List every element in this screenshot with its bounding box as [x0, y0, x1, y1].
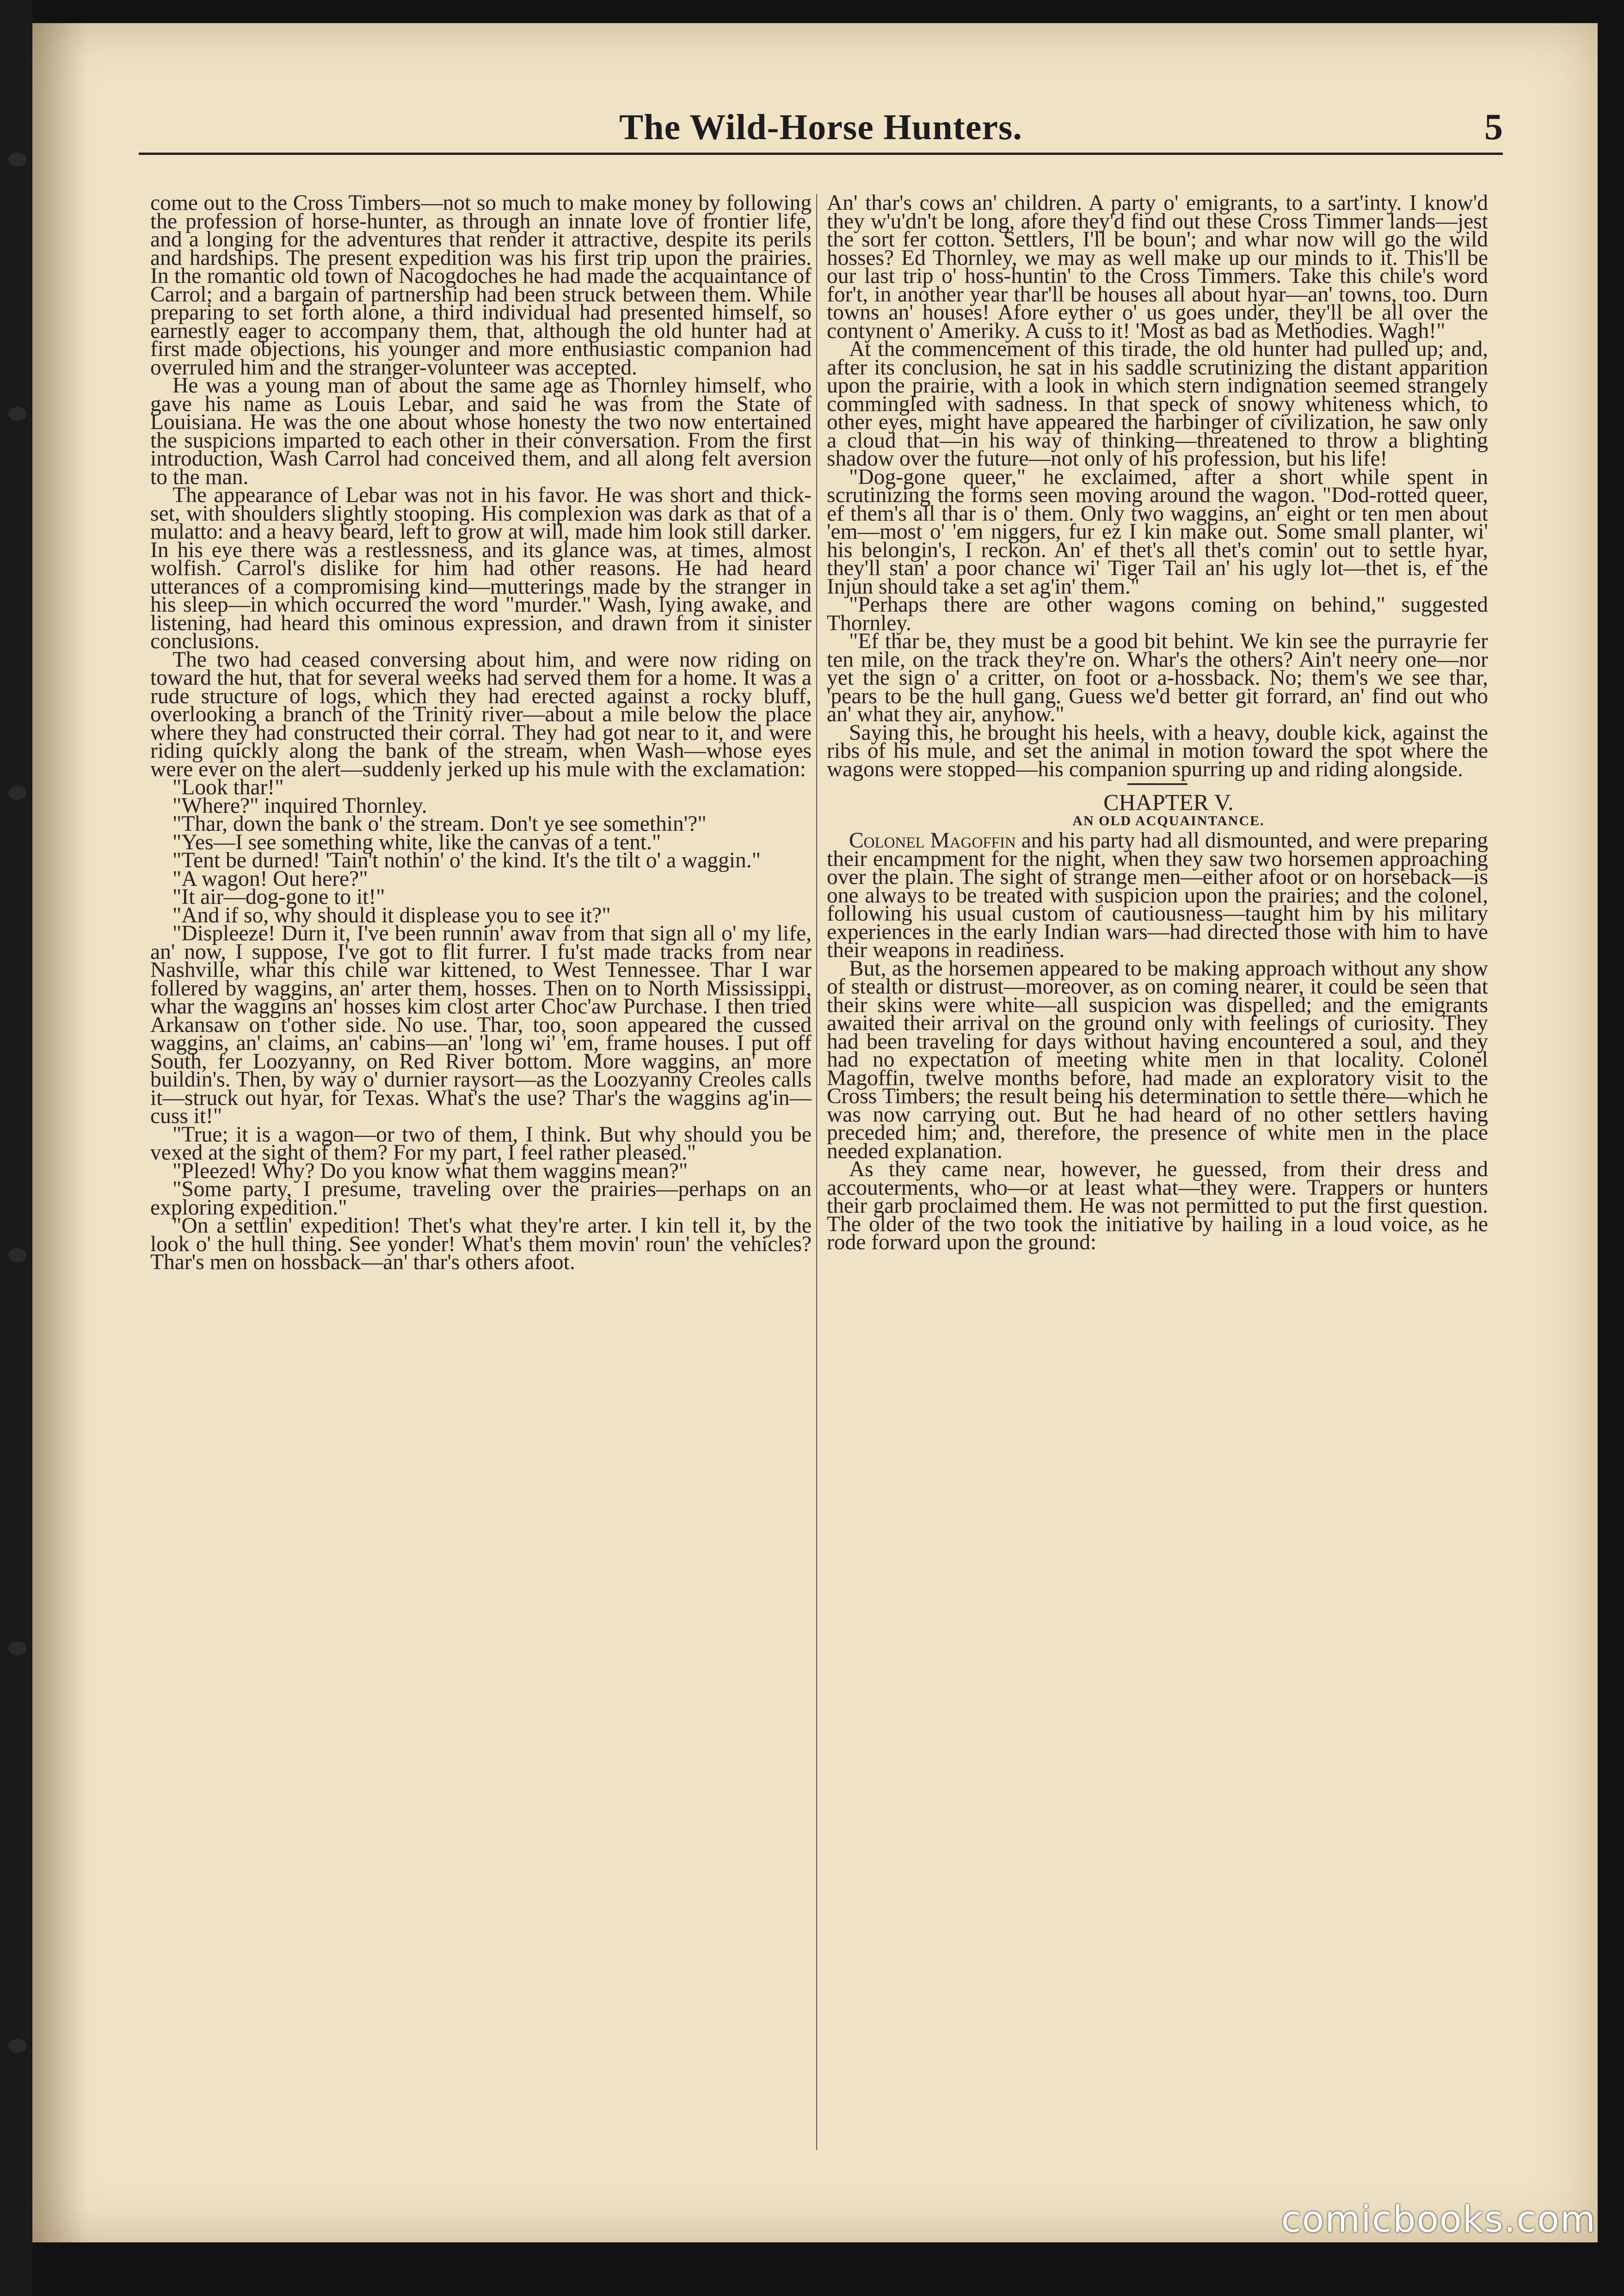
paragraph: As they came near, however, he guessed, from their dress and accouterments, who—or at least what—they were. Trappers or hunters their garb proclaimed them. He was not permitted to put the first question. The older of the two took the initiative by hailing in a loud voice, as he rode forward upon the ground:	[827, 1157, 1488, 1254]
binding-hole	[8, 153, 27, 166]
page-number: 5	[1484, 107, 1503, 147]
paragraph: "Perhaps there are other wagons coming on behind," suggested Thornley.	[827, 593, 1488, 635]
column-divider	[816, 194, 817, 2150]
right-column	[827, 191, 1488, 1254]
paragraph: The two had ceased conversing about him, and were now riding on toward the hut, that for several weeks had served them for a home. It was a rude structure of logs, which they had erected against a rocky bluff, overlooking a branch of the Trinity river—about a mile below the place where they had constructed their corral. They had got near to it, and were riding quickly along the bank of the stream, when Wash—whose eyes were ever on the alert—suddenly jerked up his mule with the exclamation:	[150, 647, 812, 781]
binding-hole	[8, 2039, 27, 2053]
chapter-lead-in: Colonel Magoffin	[849, 829, 1016, 853]
paragraph: "Ef thar be, they must be a good bit behint. We kin see the purrayrie fer ten mile, on the track they're on. Whar's the others? Ain't neery one—nor yet the sign o' a critter, on foot or a-hossback. No; them's we see thar, 'pears to be the hull gang. Guess we'd better git forrard, an' find out who an' what they air, anyhow."	[827, 629, 1488, 726]
chapter-title: CHAPTER V.	[1103, 789, 1234, 815]
dialogue-line: "Some party, I presume, traveling over the prairies—perhaps on an exploring expedition."	[150, 1177, 812, 1220]
binding-hole	[8, 407, 27, 421]
dialogue-line: "Where?" inquired Thornley.	[172, 793, 427, 818]
binding-hole	[8, 786, 27, 800]
chapter-subtitle: AN OLD ACQUAINTANCE.	[1072, 813, 1265, 829]
dialogue-line: "It air—dog-gone to it!"	[172, 885, 385, 909]
paragraph: An' thar's cows an' children. A party o' emigrants, to a sart'inty. I know'd they w'u'dn't be long, afore they'd find out these Cross Timmer lands—jest the sort fer cotton. Settlers, I'll be boun'; and whar now will go the wild hosses? Ed Thornley, we may as well make up our minds to it. This'll be our last trip o' hoss-huntin' to the Cross Timmers. Take this chile's word for't, in another year thar'll be houses all about hyar—an' towns, too. Durn towns an' houses! Afore eyther o' us goes under, they'll be all over the contynent o' Ameriky. A cuss to it! 'Most as bad as Methodies. Wagh!"	[827, 191, 1488, 343]
dialogue-line: "Tent be durned! 'Tain't nothin' o' the kind. It's the tilt o' a waggin."	[172, 848, 761, 872]
left-column	[150, 191, 812, 1274]
dialogue-line: "Pleezed! Why? Do you know what them waggins mean?"	[172, 1159, 688, 1183]
paragraph: come out to the Cross Timbers—not so much to make money by following the profession of horse-hunter, as through an innate love of frontier life, and a longing for the adventures that render it attractive, despite its perils and hardships. The present expedition was his first trip upon the prairies. In the romantic old town of Nacogdoches he had made the acquaintance of Carrol; and a bargain of partnership had been struck between them. While preparing to set forth alone, a third individual had presented himself, so earnestly eager to accompany them, that, although the old hunter had at first made objections, his younger and more enthusiastic companion had overruled him and the stranger-volunteer was accepted.	[150, 191, 812, 380]
dialogue-line: "Look thar!"	[172, 775, 284, 799]
dialogue-line: "A wagon! Out here?"	[172, 866, 368, 891]
dialogue-line: "Yes—I see something white, like the canvas of a tent."	[172, 830, 661, 854]
paragraph: Saying this, he brought his heels, with a heavy, double kick, against the ribs of his mule, and set the animal in motion toward the spot where the wagons were stopped—his companion spurring up and riding alongside.	[827, 720, 1488, 781]
page-title: The Wild-Horse Hunters.	[619, 107, 1022, 147]
dialogue-line: "True; it is a wagon—or two of them, I think. But why should you be vexed at the sight of them? For my part, I feel rather pleased."	[150, 1122, 812, 1165]
binding-hole	[8, 1248, 27, 1262]
gutter-shadow	[32, 23, 88, 2242]
dialogue-line: "On a settlin' expedition! Thet's what they're arter. I kin tell it, by the look o' the hull thing. See yonder! What's them movin' roun' the vehicles? Thar's men on hossback—an' thar's others afoot.	[150, 1214, 812, 1274]
chapter-first-paragraph	[827, 829, 1488, 962]
dialogue-line: "Displeeze! Durn it, I've been runnin' awav from that sign all o' my life, an' now, I suppose, I've got to flit furrer. I fu'st made tracks from near Nashville, whar this chile war kittened, to West Tennessee. Thar I war follered by waggins, an' arter them, hosses. Then on to North Mississippi, whar the waggins an' hosses kim clost arter Choc'aw Purchase. I then tried Arkansaw on t'other side. No use. Thar, too, soon appeared the cussed waggins, an' claims, an' cabins—an' 'long wi' 'em, frame houses. I put off South, fer Loozyanny, on Red River bottom. More waggins, an' more buildin's. Then, by way o' durnier raysort—as the Loozyanny Creoles calls it—struck out hyar, for Texas. What's the use? Thar's the waggins ag'in—cuss it!"	[150, 921, 812, 1128]
dialogue-line: "And if so, why should it displease you to see it?"	[172, 903, 611, 927]
running-header	[139, 106, 1503, 155]
paragraph: But, as the horsemen appeared to be making approach without any show of stealth or distrust—moreover, as on coming nearer, it could be seen that their skins were white—all suspicion was dispelled; and the emigrants awaited their arrival on the ground only with feelings of curiosity. They had been traveling for days without having encountered a soul, and they had no expectation of meeting white men in that locality. Colonel Magoffin, twelve months before, had made an exploratory visit to the Cross Timbers; the result being his determination to settle there—which he was now carrying out. But he had heard of no other settlers having preceded him; and, therefore, the presence of white men in the place needed explanation.	[827, 956, 1488, 1163]
paragraph: He was a young man of about the same age as Thornley himself, who gave his name as Louis Lebar, and said he was from the State of Louisiana. He was the one about whose honesty the two now entertained the suspicions imparted to each other in their conversation. From the first introduction, Wash Carrol had conceived them, and all along felt aversion to the man.	[150, 374, 812, 489]
paragraph: The appearance of Lebar was not in his favor. He was short and thick-set, with shoulders slightly stooping. His complexion was dark as that of a mulatto: and a heavy beard, left to grow at will, made him look still darker. In his eye there was a restlessness, and its glance was, at times, almost wolfish. Carrol's dislike for him had other reasons. He had heard utterances of a compromising kind—mutterings made by the stranger in his sleep—in which occurred the word "murder." Wash, lying awake, and listening, had heard this ominous expression, and drawn from it sinister conclusions.	[150, 483, 812, 653]
binding-hole	[8, 1641, 27, 1655]
paragraph: At the commencement of this tirade, the old hunter had pulled up; and, after its conclusion, he sat in his saddle scrutinizing the distant apparition upon the prairie, with a look in which stern indignation seemed strangely commingled with sadness. In that speck of snowy whiteness which, to other eyes, might have appeared the harbinger of civilization, he saw only a cloud that—in his way of thinking—threatened to throw a blighting shadow over the future—not only of his profession, but his life!	[827, 337, 1488, 471]
paragraph-text: and his party had all dismounted, and were preparing their encampment for the night, when they saw two horsemen approaching over the plain. The sight of strange men—either afoot or on horseback—is one always to be treated with suspicion upon the prairies; and the colonel, following his usual custom of cautiousness—taught him by his military experiences in the early Indian wars—had directed those with him to have their weapons in readiness.	[827, 829, 1488, 962]
watermark: comicbooks.com	[1281, 2199, 1596, 2241]
paragraph: "Dog-gone queer," he exclaimed, after a short while spent in scrutinizing the forms seen moving around the wagon. "Dod-rotted queer, ef them's all thar is o' them. Only two waggins, an' eight or ten men about 'em—most o' 'em niggers, fur ez I kin make out. Some small planter, wi' his belongin's, I reckon. An' ef thet's all thet's comin' out to settle hyar, they'll stan' a poor chance wi' Tiger Tail an' his ugly lot—thet is, ef the Injun should take a set ag'in' them."	[827, 465, 1488, 599]
chapter-rule	[1127, 783, 1187, 785]
binding-edge	[0, 0, 32, 2296]
dialogue-line: "Thar, down the bank o' the stream. Don't ye see somethin'?"	[172, 812, 707, 836]
